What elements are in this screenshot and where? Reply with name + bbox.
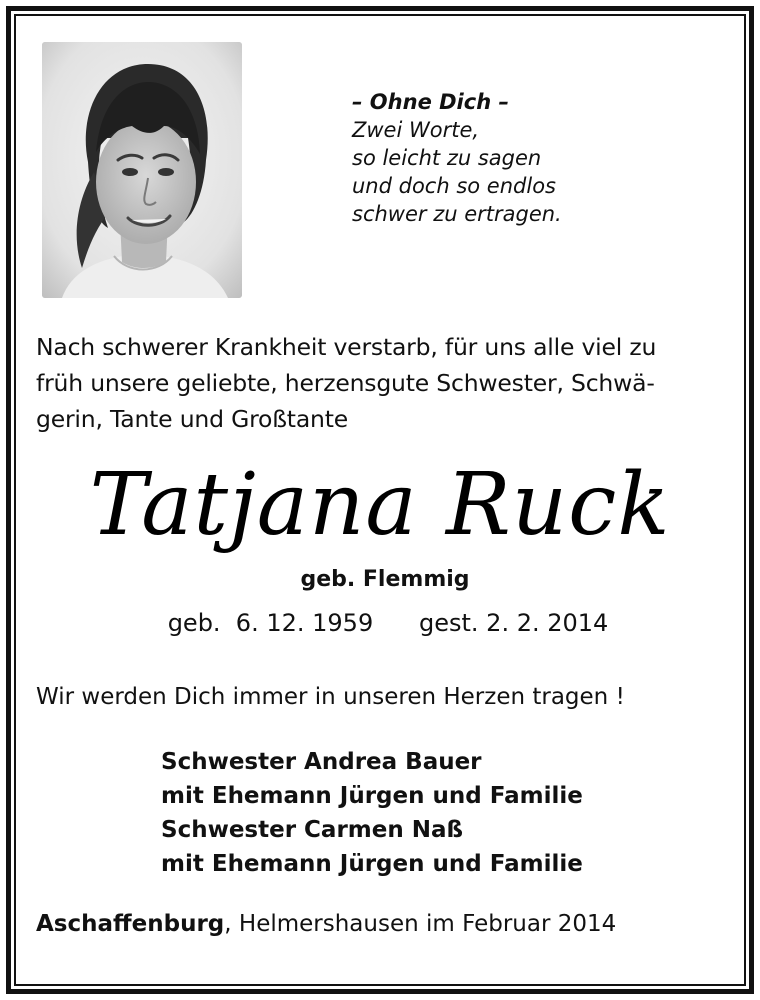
poem	[352, 88, 682, 228]
deceased-name: Tatjana Ruck	[89, 455, 671, 555]
birth-date: geb. 6. 12. 1959	[167, 609, 374, 637]
intro-line: früh unsere geliebte, herzensgute Schwester, Schwä-	[36, 369, 655, 397]
family-line: mit Ehemann Jürgen und Familie	[161, 783, 583, 809]
poem-line: Zwei Worte,	[352, 118, 480, 142]
place-date-line	[36, 911, 736, 937]
death-date: gest. 2. 2. 2014	[419, 609, 609, 637]
family-line: Schwester Carmen Naß	[161, 817, 464, 843]
city-name: Aschaffenburg	[36, 911, 225, 937]
poem-title: – Ohne Dich –	[352, 90, 509, 114]
intro-line: Nach schwerer Krankheit verstarb, für uns alle viel zu	[36, 333, 657, 361]
intro-text	[36, 329, 736, 437]
memory-line: Wir werden Dich immer in unseren Herzen tragen !	[36, 684, 625, 710]
life-dates	[0, 609, 760, 637]
poem-line: so leicht zu sagen	[352, 146, 542, 170]
poem-line: schwer zu ertragen.	[352, 202, 562, 226]
maiden-name: geb. Flemmig	[300, 567, 470, 592]
poem-line: und doch so endlos	[352, 174, 556, 198]
intro-line: gerin, Tante und Großtante	[36, 405, 348, 433]
family-line: Schwester Andrea Bauer	[161, 749, 482, 775]
place-rest: , Helmershausen im Februar 2014	[224, 911, 617, 937]
family-line: mit Ehemann Jürgen und Familie	[161, 851, 583, 877]
portrait-photo	[42, 42, 242, 298]
family-list	[161, 745, 721, 881]
